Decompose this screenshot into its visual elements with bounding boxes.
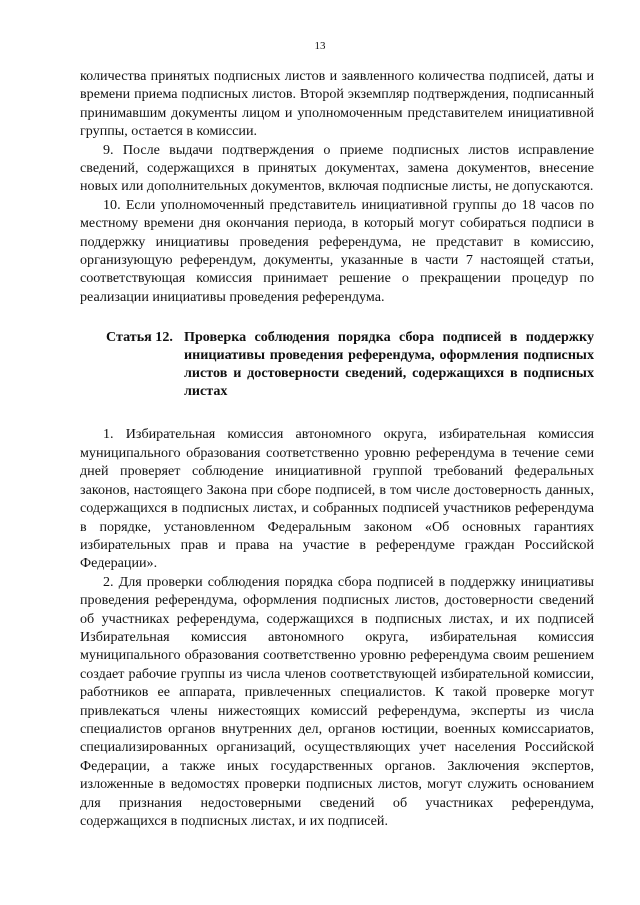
article-label: Статья 12. bbox=[106, 329, 173, 346]
article-title: Проверка соблюдения порядка сбора подписей в поддержку инициативы проведения референдума, оформления подписных листов и достоверности сведений, содержащихся в подписных листах bbox=[184, 329, 594, 399]
document-body bbox=[80, 67, 594, 830]
page-number: 13 bbox=[314, 40, 326, 52]
article-heading bbox=[80, 329, 594, 400]
paragraph-9: 9. После выдачи подтверждения о приеме подписных листов исправление сведений, содержащихся в принятых документах, замена документов, внесение новых или дополнительных документов, включая подписные листы, не допускаются. bbox=[80, 141, 594, 195]
paragraph-continuation: количества принятых подписных листов и заявленного количества подписей, даты и времени приема подписных листов. Второй экземпляр подтверждения, подписанный принимавшим документы лицом и уполномоченным представителем инициативной группы, остается в комиссии. bbox=[80, 68, 594, 140]
paragraph-2: 2. Для проверки соблюдения порядка сбора подписей в поддержку инициативы проведения референдума, оформления подписных листов, достоверности сведений об участниках референдума, содержащихся в подписных листах, и их подписей Избирательная комиссия автономного округа, избирательная комиссия муниципального образования соответственно уровню референдума своим решением создает рабочие группы из числа членов соответствующей избирательной комиссии, работников ее аппарата, привлеченных специалистов. К такой проверке могут привлекаться члены нижестоящих комиссий референдума, эксперты из числа специалистов органов внутренних дел, органов юстиции, военных комиссариатов, специализированных организаций, осуществляющих учет населения Российской Федерации, а также иных государственных органов. Заключения экспертов, изложенные в ведомостях проверки подписных листов, могут служить основанием для признания недостоверными сведений об участниках референдума, содержащихся в подписных листах, и их подписей. bbox=[80, 573, 594, 829]
paragraph-1: 1. Избирательная комиссия автономного округа, избирательная комиссия муниципального образования соответственно уровню референдума в течение семи дней проверяет соблюдение инициативной группой требований федеральных законов, настоящего Закона при сборе подписей, в том числе достоверность данных, содержащихся в подписных листах, и собранных подписей участников референдума в порядке, установленном Федеральным законом «Об основных гарантиях избирательных прав и права на участие в референдуме граждан Российской Федерации». bbox=[80, 426, 594, 572]
paragraph-10: 10. Если уполномоченный представитель инициативной группы до 18 часов по местному времени дня окончания периода, в который могут собираться подписи в поддержку инициативы проведения референдума, не представит в комиссию, организующую референдум, документы, указанные в части 7 настоящей статьи, соответствующая комиссия принимает решение о прекращении процедур по реализации инициативы проведения референдума. bbox=[80, 196, 594, 305]
